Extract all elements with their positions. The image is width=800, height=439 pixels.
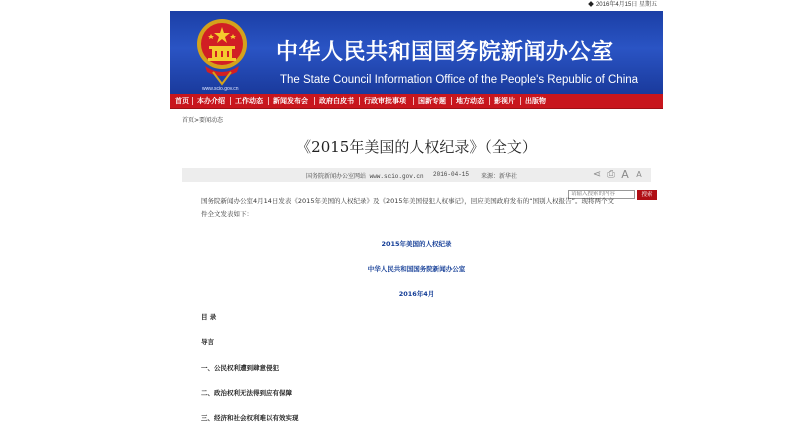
nav-divider — [230, 97, 231, 105]
nav-divider — [359, 97, 360, 105]
nav-item-white-papers[interactable]: 政府白皮书 — [319, 97, 354, 105]
nav-item-about[interactable]: 本办介绍 — [197, 97, 225, 105]
nav-divider — [413, 97, 414, 105]
page — [170, 0, 663, 439]
nav-divider — [451, 97, 452, 105]
article-source: 来源：新华社 — [481, 173, 518, 180]
nav-item-topics[interactable]: 国新专题 — [418, 97, 446, 105]
top-strip — [170, 0, 663, 11]
intro-paragraph-line1: 国务院新闻办公室4月14日发表《2015年美国的人权纪录》及《2015年美国侵犯人权事记》，回应美国政府发布的“国别人权报告”。现将两个文 — [201, 197, 614, 205]
search-button[interactable]: 搜索 — [637, 190, 657, 200]
share-icon[interactable]: ⋖ — [592, 169, 602, 180]
nav-item-videos[interactable]: 影视片 — [494, 97, 515, 105]
print-icon[interactable]: ⎙ — [607, 169, 615, 180]
date-bar — [589, 1, 657, 10]
date-text: 2016年4月15日 星期五 — [595, 2, 657, 8]
nav-item-work-news[interactable]: 工作动态 — [235, 97, 263, 105]
national-emblem-icon[interactable] — [195, 14, 249, 88]
site-title-en: The State Council Information Office of the People's Republic of China — [280, 74, 639, 86]
nav-divider — [268, 97, 269, 105]
toc-item: 二、政治权利无法得到应有保障 — [201, 389, 292, 397]
toc-item: 三、经济和社会权利难以有效实现 — [201, 414, 299, 422]
nav-divider — [314, 97, 315, 105]
site-title-cn: 中华人民共和国国务院新闻办公室 — [276, 40, 614, 65]
nav-divider — [489, 97, 490, 105]
nav-item-press-conference[interactable]: 新闻发布会 — [273, 97, 308, 105]
article-title: 《2015年美国的人权纪录》（全文） — [296, 138, 537, 156]
nav-item-publications[interactable]: 出版物 — [525, 97, 546, 105]
article-source-site: 国务院新闻办公室网站 www.scio.gov.cn — [306, 173, 424, 180]
font-increase-icon[interactable]: A — [621, 168, 629, 181]
diamond-icon — [588, 1, 594, 7]
toc-heading: 目 录 — [201, 313, 217, 321]
font-decrease-icon[interactable]: A — [636, 170, 642, 179]
site-header — [170, 11, 663, 94]
breadcrumb[interactable]: 首页>要闻动态 — [182, 117, 224, 124]
nav-item-home[interactable]: 首页 — [175, 97, 189, 105]
document-date: 2016年4月 — [398, 290, 435, 298]
nav-divider — [192, 97, 193, 105]
toc-item: 导言 — [201, 338, 214, 346]
document-title: 2015年美国的人权纪录 — [381, 240, 452, 248]
nav-divider — [520, 97, 521, 105]
article-info-bar — [182, 168, 651, 182]
nav-item-admin-approval[interactable]: 行政审批事项 — [364, 97, 406, 105]
document-author: 中华人民共和国国务院新闻办公室 — [367, 265, 466, 273]
site-url[interactable]: www.scio.gov.cn — [202, 86, 239, 92]
article-date: 2016-04-15 — [433, 171, 470, 178]
intro-paragraph-line2: 件全文发表如下： — [201, 210, 253, 218]
nav-item-local-news[interactable]: 地方动态 — [456, 97, 484, 105]
toc-item: 一、公民权利遭到肆意侵犯 — [201, 364, 279, 372]
